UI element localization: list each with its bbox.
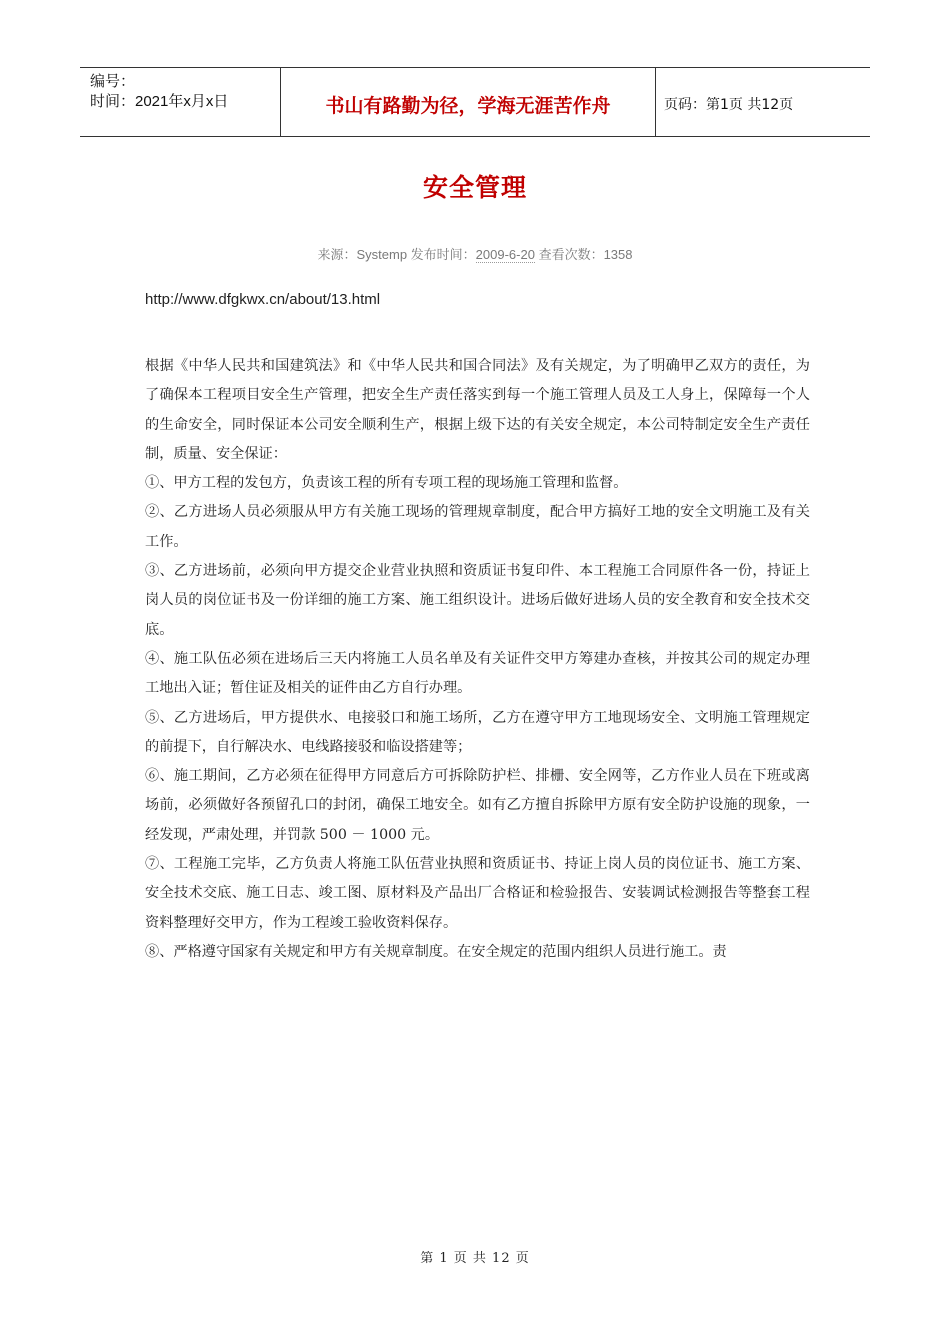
- paragraph-item-8: ⑧、严格遵守国家有关规定和甲方有关规章制度。在安全规定的范围内组织人员进行施工。责: [145, 943, 727, 960]
- paragraph-item-4: ④、施工队伍必须在进场后三天内将施工人员名单及有关证件交甲方筹建办查核，并按其公司的规定办理工地出入证；暂住证及相关的证件由乙方自行办理。: [145, 650, 810, 697]
- header-motto: 书山有路勤为径，学海无涯苦作舟: [281, 68, 656, 136]
- document-body: [145, 352, 810, 967]
- source-url: http://www.dfgkwx.cn/about/13.html: [145, 291, 381, 308]
- paragraph-item-5: ⑤、乙方进场后，甲方提供水、电接驳口和施工场所，乙方在遵守甲方工地现场安全、文明施工管理规定的前提下，自行解决水、电线路接驳和临设搭建等；: [145, 709, 810, 755]
- document-meta: [0, 244, 950, 263]
- paragraph-intro: 根据《中华人民共和国建筑法》和《中华人民共和国合同法》及有关规定，为了明确甲乙双方的责任，为了确保本工程项目安全生产管理，把安全生产责任落实到每一个施工管理人员及工人身上，保障每一个人的生命安全，同时保证本公司安全顺利生产，根据上级下达的有关安全规定，本公司特制定安全生产责任制，质量、安全保证：: [145, 358, 810, 462]
- meta-date: 2009-6-20: [475, 247, 535, 262]
- paragraph-item-2: ②、乙方进场人员必须服从甲方有关施工现场的管理规章制度，配合甲方搞好工地的安全文明施工及有关工作。: [145, 504, 810, 550]
- document-title: 安全管理: [422, 173, 527, 202]
- header-info-cell: [80, 68, 281, 136]
- meta-source: 来源：Systemp 发布时间：: [317, 247, 476, 262]
- paragraph-item-6: ⑥、施工期间，乙方必须在征得甲方同意后方可拆除防护栏、排栅、安全网等，乙方作业人员在下班或离场前，必须做好各预留孔口的封闭，确保工地安全。如有乙方擅自拆除甲方原有安全防护设施的现象，一经发现，严肃处理，并罚款 500 － 1000 元。: [145, 768, 810, 843]
- code-label: 编号：: [90, 73, 136, 90]
- paragraph-item-7: ⑦、工程施工完毕，乙方负责人将施工队伍营业执照和资质证书、持证上岗人员的岗位证书、施工方案、安全技术交底、施工日志、竣工图、原材料及产品出厂合格证和检验报告、安装调试检测报告等整套工程资料整理好交甲方，作为工程竣工验收资料保存。: [145, 856, 810, 931]
- document-header: [80, 67, 870, 137]
- paragraph-item-1: ①、甲方工程的发包方，负责该工程的所有专项工程的现场施工管理和监督。: [145, 475, 628, 492]
- meta-views: 查看次数：1358: [534, 247, 633, 262]
- header-page-info: 页码：第1页 共12页: [664, 97, 794, 113]
- paragraph-item-3: ③、乙方进场前，必须向甲方提交企业营业执照和资质证书复印件、本工程施工合同原件各一份，持证上岗人员的岗位证书及一份详细的施工方案、施工组织设计。进场后做好进场人员的安全教育和安全技术交底。: [145, 563, 810, 638]
- page-footer: 第 1 页 共 12 页: [420, 1251, 530, 1266]
- time-label: 时间：2021年x月x日: [90, 93, 229, 110]
